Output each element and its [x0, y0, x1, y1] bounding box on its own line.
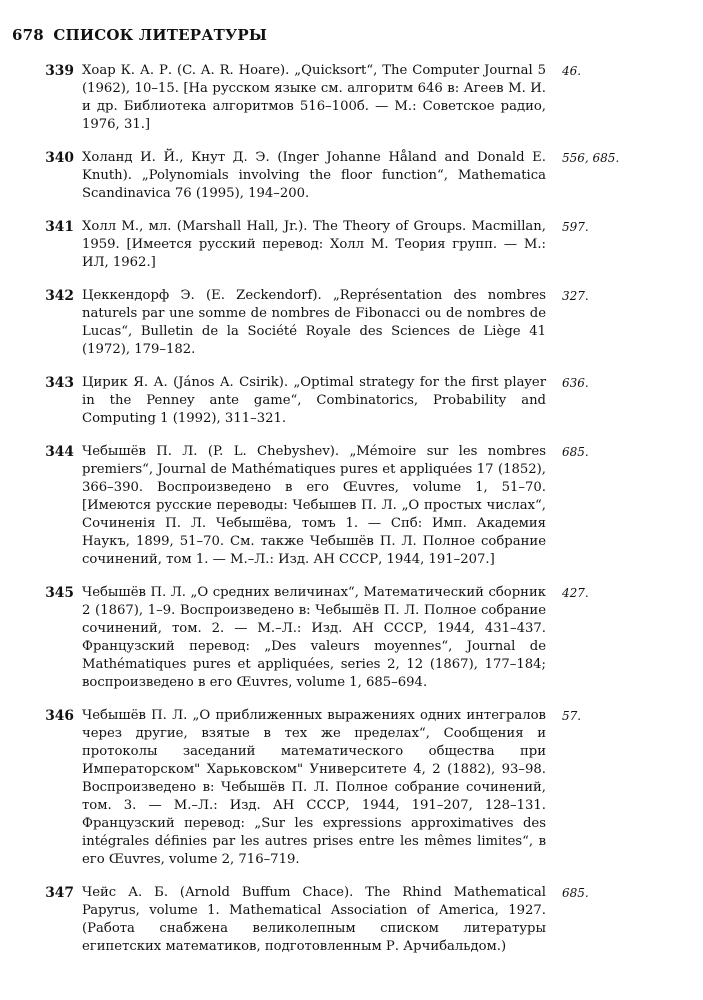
entry-page-refs: 597. [562, 220, 589, 234]
entry-number: 345 [45, 585, 74, 601]
entry-text: Цирик Я. А. (János A. Csirik). „Optimal strategy for the first player in the Penney ante game“, Combinatorics, Probability and Computing 1 (1992), 311–321. [82, 375, 546, 426]
entry-text: Чебышёв П. Л. „О средних величинах“, Математический сборник 2 (1867), 1–9. Воспроизведено в: Чебышёв П. Л. Полное собрание сочинений, том. 2. — М.–Л.: Изд. АН СССР, 1944, 431–437. Французский перевод: „Des valeurs moyennes“, Journal de Mathématiques pures et appliquées, series 2, 12 (1867), 177–184; воспроизведено в его Œuvres, volume 1, 685–694. [82, 585, 546, 690]
bibliography-entry [44, 884, 654, 956]
entry-number: 341 [45, 219, 74, 235]
entry-page-refs: 636. [562, 376, 589, 390]
page-header [12, 26, 267, 44]
entry-text: Цеккендорф Э. (E. Zeckendorf). „Représentation des nombres naturels par une somme de nombres de Fibonacci ou de nombres de Lucas“, Bulletin de la Société Royale des Sciences de Liège 41 (1972), 179–182. [82, 288, 546, 357]
bibliography-entry [44, 218, 654, 272]
entry-text: Чебышёв П. Л. (P. L. Chebyshev). „Mémoire sur les nombres premiers“, Journal de Mathématiques pures et appliquées 17 (1852), 366–390. Воспроизведено в его Œuvres, volume 1, 51–70. [Имеются русские переводы: Чебышев П. Л. „О простых числах“, Сочиненія П. Л. Чебышёва, томъ 1. — Спб: Имп. Академия Наукъ, 1899, 51–70. См. также Чебышёв П. Л. Полное собрание сочинений, том 1. — М.–Л.: Изд. АН СССР, 1944, 191–207.] [82, 444, 546, 567]
bibliography-entry [44, 149, 654, 203]
entry-text: Чебышёв П. Л. „О приближенных выражениях одних интегралов через другие, взятые в тех же пределах“, Сообщения и протоколы заседаний математического общества при Императорском" Харьковском" Университете 4, 2 (1882), 93–98. Воспроизведено в: Чебышёв П. Л. Полное собрание сочинений, том. 3. — М.–Л.: Изд. АН СССР, 1944, 191–207, 128–131. Французский перевод: „Sur les expressions approximatives des intégrales définies par les autres prises entre les mêmes limites“, в его Œuvres, volume 2, 716–719. [82, 708, 546, 867]
entry-number: 346 [45, 708, 74, 724]
entry-page-refs: 46. [562, 64, 582, 78]
entry-number: 340 [45, 150, 74, 166]
bibliography-entry [44, 443, 654, 569]
entry-number: 339 [45, 63, 74, 79]
entry-number: 343 [45, 375, 74, 391]
entry-number: 344 [45, 444, 74, 460]
entry-text: Чейс А. Б. (Arnold Buffum Chace). The Rhind Mathematical Papyrus, volume 1. Mathematical Association of America, 1927. (Работа снабжена великолепным списком литературы египетских математиков, подготовленным Р. Арчибальдом.) [82, 885, 546, 954]
entry-text: Холанд И. Й., Кнут Д. Э. (Inger Johanne Håland and Donald E. Knuth). „Polynomials involving the floor function“, Mathematica Scandinavica 76 (1995), 194–200. [82, 150, 546, 201]
entry-page-refs: 57. [562, 709, 582, 723]
bibliography-entry [44, 707, 654, 869]
bibliography-entry [44, 287, 654, 359]
page-title: СПИСОК ЛИТЕРАТУРЫ [53, 26, 268, 44]
entry-page-refs: 327. [562, 289, 589, 303]
bibliography-entry [44, 62, 654, 134]
entry-number: 347 [45, 885, 74, 901]
entry-page-refs: 427. [562, 586, 589, 600]
entry-text: Хоар К. А. Р. (C. A. R. Hoare). „Quicksort“, The Computer Journal 5 (1962), 10–15. [На русском языке см. алгоритм 646 в: Агеев М. И. и др. Библиотека алгоритмов 516–100б. — М.: Советское радио, 1976, 31.] [82, 63, 546, 132]
bibliography-list [44, 62, 654, 971]
entry-page-refs: 685. [562, 445, 589, 459]
page-number: 678 [12, 26, 44, 44]
entry-page-refs: 556, 685. [562, 151, 620, 165]
entry-number: 342 [45, 288, 74, 304]
entry-page-refs: 685. [562, 886, 589, 900]
entry-text: Холл М., мл. (Marshall Hall, Jr.). The Theory of Groups. Macmillan, 1959. [Имеется русский перевод: Холл М. Теория групп. — М.: ИЛ, 1962.] [82, 219, 546, 270]
bibliography-entry [44, 374, 654, 428]
bibliography-entry [44, 584, 654, 692]
